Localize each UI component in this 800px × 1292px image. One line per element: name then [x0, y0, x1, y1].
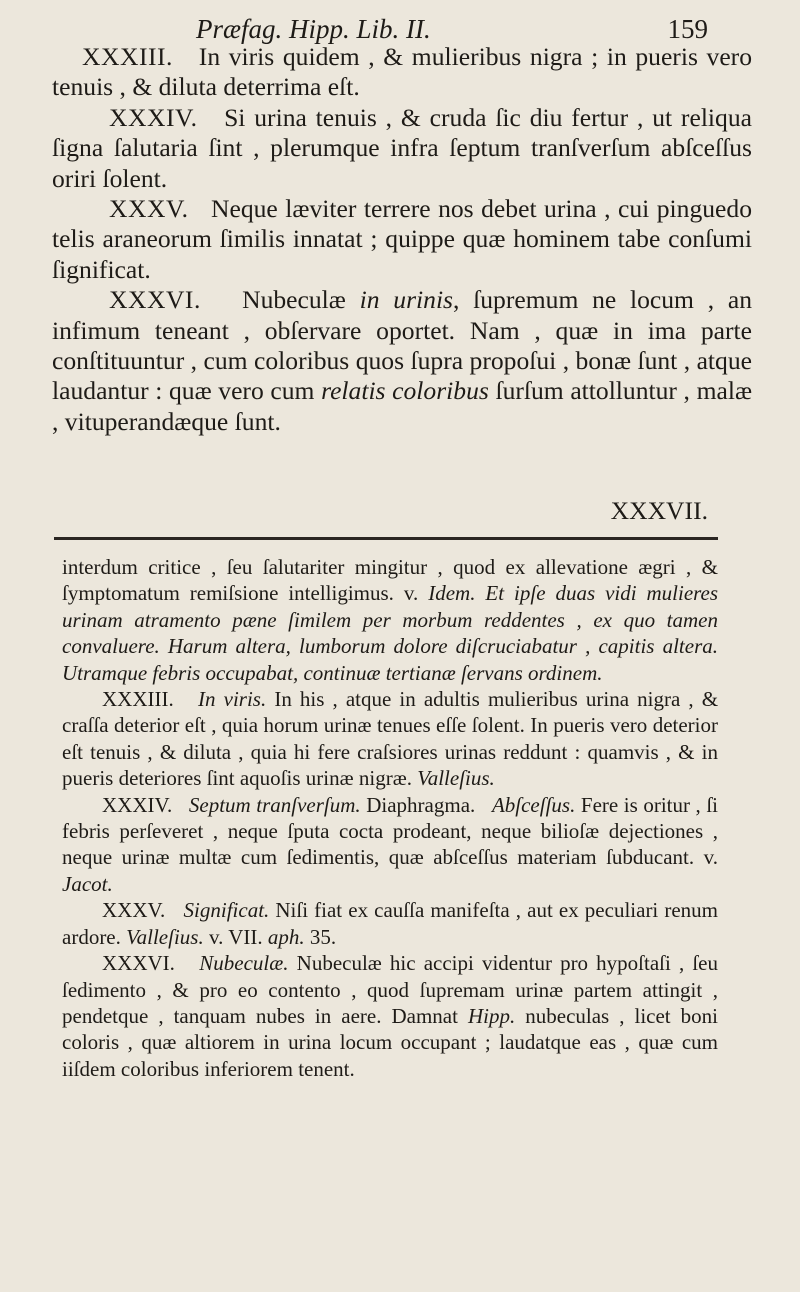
- note-33: [62, 686, 718, 792]
- note-36: [62, 950, 718, 1082]
- note-lemma: Nubeculæ.: [199, 951, 289, 976]
- page-number: 159: [667, 14, 708, 44]
- note-ref: 35.: [309, 924, 337, 949]
- note-lemma: Significat.: [183, 898, 270, 923]
- aphorism-34: [52, 103, 752, 194]
- aphorism-number: XXXV.: [109, 194, 189, 224]
- note-text: Fere is oritur , ſi febris perſeveret , neque ſputa cocta prodeant, neque bilioſæ dejectiones , neque urinæ multæ cum ſedimentis, quæ abſceſſus materiam ſubducant.: [62, 792, 719, 870]
- note-italic-text: Et ipſe duas vidi mulieres urinam atramento pæne ſimilem per morbum reddentes , ex quo tamen convaluere. Harum altera, lumborum dolore diſcruciabatur , capitis altera. Utramque febris occupabat, continuæ tertianæ ſervans ordinem.: [62, 581, 719, 685]
- commentary-notes: [62, 554, 718, 1082]
- aphorism-body: ſurſum attolluntur , malæ , vituperandæque ſunt.: [52, 376, 753, 436]
- note-lemma: In viris.: [198, 687, 267, 712]
- note-continuation: [62, 554, 718, 686]
- aphorism-italic: relatis coloribus: [321, 376, 489, 406]
- note-number: XXXIII.: [102, 687, 174, 712]
- note-lemma: Abſceſſus.: [491, 792, 576, 817]
- note-ref: v.: [403, 581, 419, 606]
- note-text: Diaphragma.: [366, 792, 476, 817]
- note-ref-italic: Valleſius.: [417, 766, 495, 791]
- aphorism-number: XXXVI.: [109, 285, 201, 315]
- note-text: In his , atque in adultis mulieribus urina nigra , & craſſa deterior eſt , quia horum urinæ tenues eſſe ſolent. In pueris vero deterior eſt tenuis , & diluta , quia hi fere craſsiores urinas reddunt : quamvis , & in pueris deteriores ſint aquoſis urinæ nigræ.: [62, 687, 719, 791]
- note-ref-italic: Hipp.: [467, 1003, 516, 1028]
- note-text: Nubeculæ hic accipi videntur pro hypoſtaſi , ſeu ſedimento , & pro eo contento , quod ſupremam urinæ partem attingit , pendetque , tanquam nubes in aere. Damnat: [62, 951, 718, 1028]
- aphorism-number: XXXIV.: [109, 102, 198, 132]
- running-head-title: Præfag. Hipp. Lib. II.: [196, 14, 431, 44]
- aphorism-body: Si urina tenuis , & cruda ſic diu fertur , ut reliqua ſigna ſalutaria ſint , plerumque infra ſeptum tranſverſum abſceſſus oriri ſolent.: [52, 102, 752, 193]
- aphorism-35: [52, 194, 752, 285]
- note-text: nubeculas , licet boni coloris , quæ altiorem in urina locum occupant ; laudatque eas , quæ cum iiſdem coloribus inferiorem tenent.: [62, 1003, 718, 1081]
- aphorism-33: [52, 42, 752, 103]
- aphorism-italic: in urinis: [359, 285, 454, 315]
- aphorism-text: [52, 42, 752, 437]
- note-ref: v. VII.: [208, 924, 263, 949]
- note-text: Niſi fiat ex cauſſa manifeſta , aut ex peculiari renum ardore.: [62, 898, 719, 949]
- note-34: [62, 792, 718, 898]
- separator-rule: [54, 537, 718, 540]
- aphorism-body: In viris quidem , & mulieribus nigra ; in pueris vero tenuis , & diluta deterrima eſt.: [52, 42, 753, 102]
- note-number: XXXVI.: [102, 951, 175, 976]
- aphorism-body: , ſupremum ne locum , an infimum teneant , obſervare oportet. Nam , quæ in ima parte conſtituuntur , cum coloribus quos ſupra propoſui , bonæ ſunt , atque laudantur : quæ vero cum: [52, 285, 753, 406]
- note-35: [62, 897, 718, 950]
- note-ref: v.: [703, 845, 718, 870]
- note-ref-italic: Jacot.: [62, 871, 113, 896]
- aphorism-body: Nubeculæ: [242, 285, 346, 315]
- note-ref-italic: Valleſius.: [126, 924, 204, 949]
- aphorism-number: XXXIII.: [82, 42, 173, 71]
- aphorism-36: [52, 285, 752, 437]
- note-number: XXXIV.: [102, 792, 173, 817]
- aphorism-body: Neque læviter terrere nos debet urina , cui pinguedo telis araneorum ſimilis innatat ; quippe quæ hominem tabe conſumi ſignificat.: [52, 194, 753, 284]
- note-number: XXXV.: [102, 898, 166, 923]
- catchword: XXXVII.: [610, 496, 708, 525]
- note-text: interdum critice , ſeu ſalutariter mingitur , quod ex allevatione ægri , & ſymptomatum remiſsione intelligimus.: [62, 555, 718, 606]
- note-ref-italic: aph.: [267, 924, 305, 949]
- note-ref-italic: Idem.: [428, 581, 476, 606]
- note-lemma: Septum tranſverſum.: [188, 792, 361, 817]
